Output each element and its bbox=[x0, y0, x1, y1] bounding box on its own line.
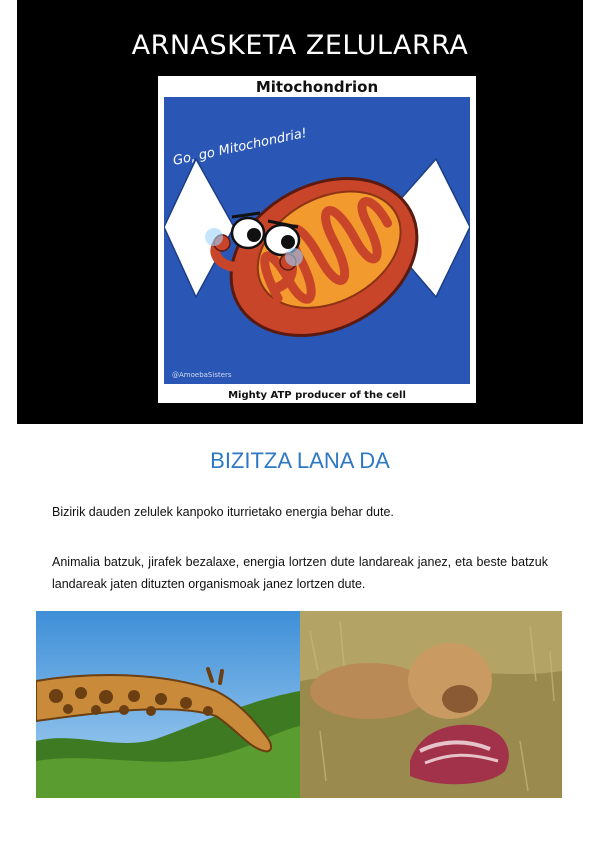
giraffe-eating-image bbox=[36, 611, 300, 798]
watermark-text: @AmoebaSisters bbox=[172, 371, 232, 379]
lioness-photo bbox=[300, 611, 562, 798]
paragraph-1: Bizirik dauden zelulek kanpoko iturrietako energia behar dute. bbox=[52, 505, 394, 519]
poster-illustration bbox=[164, 97, 470, 384]
speech-text: Go, go Mitochondria! bbox=[171, 125, 309, 169]
poster-caption: Mighty ATP producer of the cell bbox=[228, 390, 406, 401]
section-title: BIZITZA LANA DA bbox=[210, 448, 390, 473]
page-title: ARNASKETA ZELULARRA bbox=[131, 30, 469, 61]
paragraph-2: Animalia batzuk, jirafek bezalaxe, energia lortzen dute landareak janez, eta beste batzuk landareak jaten dituzten organismoak janez lortzen dute. bbox=[52, 555, 548, 591]
title-banner bbox=[17, 0, 583, 424]
poster-heading: Mitochondrion bbox=[255, 78, 379, 96]
mitochondrion-illustration bbox=[164, 97, 470, 384]
giraffe-photo bbox=[36, 611, 300, 798]
mitochondrion-poster bbox=[158, 76, 476, 403]
lioness-eating-image bbox=[300, 611, 562, 798]
